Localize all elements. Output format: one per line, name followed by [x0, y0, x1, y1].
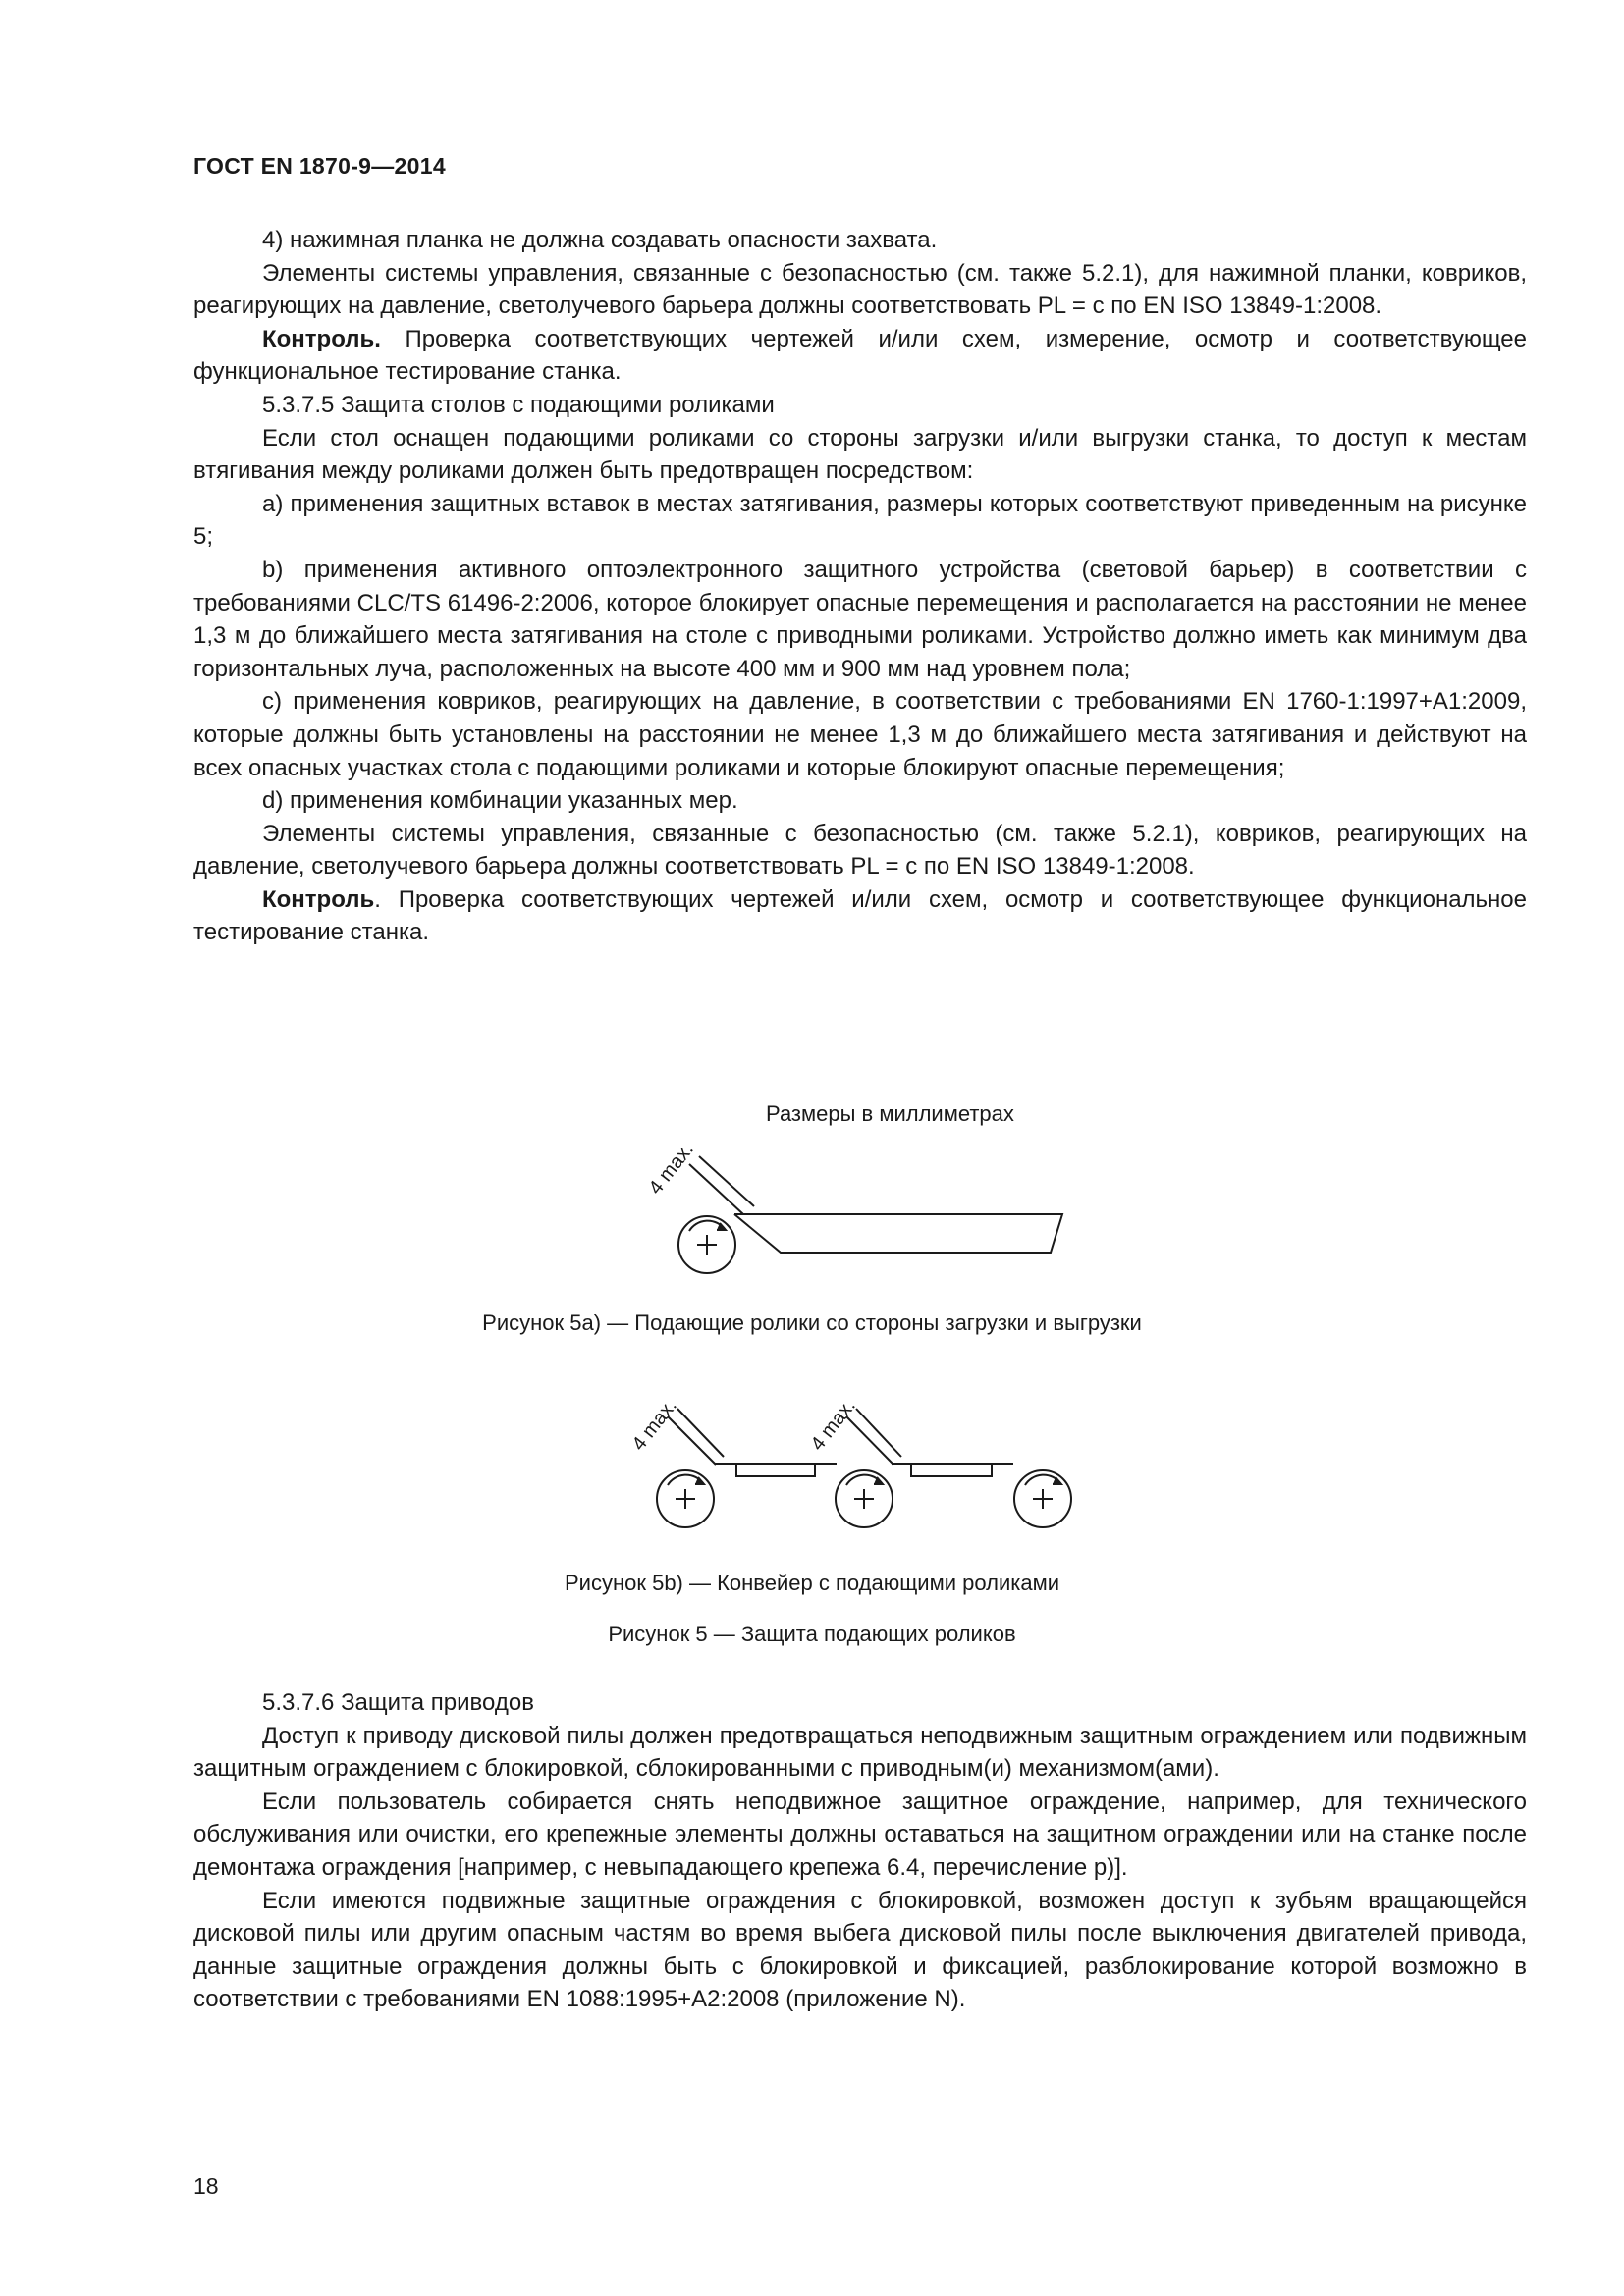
caption-figure-5b: Рисунок 5b) — Конвейер с подающими роликами	[565, 1571, 1059, 1595]
insert-block	[736, 1464, 815, 1476]
paragraph: 4) нажимная планка не должна создавать опасности захвата.	[262, 227, 938, 253]
section-heading: 5.3.7.6 Защита приводов	[262, 1689, 534, 1716]
paragraph: Контроль. Проверка соответствующих чертежей и/или схем, измерение, осмотр и соответствующее функциональное тестирование станка.	[193, 325, 1527, 386]
list-item: c) применения ковриков, реагирующих на давление, в соответствии с требованиями EN 1760-1:1997+A1:2009, которые должны быть установлены на расстоянии не менее 1,3 м до ближайшего места затягивания и действуют на всех опасных участках стола с подающими роликами и которые блокируют опасные перемещения;	[193, 688, 1527, 781]
control-label: Контроль	[262, 885, 375, 913]
paragraph: Доступ к приводу дисковой пилы должен предотвращаться неподвижным защитным ограждением или подвижным защитным ограждением с блокировкой, сблокированными с приводным(и) механизмом(ами).	[193, 1722, 1527, 1783]
paragraph: Элементы системы управления, связанные с безопасностью (см. также 5.2.1), ковриков, реагирующих на давление, светолучевого барьера должны соответствовать PL = c по EN ISO 13849-1:2008.	[193, 820, 1527, 881]
page-number: 18	[193, 2173, 219, 2199]
paragraph: Если стол оснащен подающими роликами со стороны загрузки и/или выгрузки станка, то доступ к местам втягивания между роликами должен быть предотвращен посредством:	[193, 424, 1527, 485]
text-block-top	[193, 224, 1527, 949]
figure-5a-drawing	[0, 1129, 1624, 1296]
caption-figure-5a: Рисунок 5а) — Подающие ролики со стороны загрузки и выгрузки	[482, 1310, 1142, 1335]
section-heading: 5.3.7.5 Защита столов с подающими роликами	[262, 391, 775, 418]
caption-figure-5: Рисунок 5 — Защита подающих роликов	[608, 1622, 1016, 1646]
paragraph: Элементы системы управления, связанные с безопасностью (см. также 5.2.1), для нажимной планки, ковриков, реагирующих на давление, светолучевого барьера должны соответствовать PL = c по EN ISO 13849-1:2008.	[193, 259, 1527, 320]
dimensions-note: Размеры в миллиметрах	[766, 1101, 1014, 1126]
control-label: Контроль.	[262, 325, 381, 352]
dim-label-a: 4 max.	[644, 1139, 698, 1200]
protective-insert	[734, 1214, 1062, 1253]
list-item: d) применения комбинации указанных мер.	[262, 787, 738, 815]
text-block-bottom	[193, 1686, 1527, 2016]
paragraph: Если пользователь собирается снять неподвижное защитное ограждение, например, для технического обслуживания или очистки, его крепежные элементы должны оставаться на защитном ограждении или на станке после демонтажа ограждения [например, с невыпадающего крепежа 6.4, перечисление р)].	[193, 1788, 1527, 1881]
insert-block	[911, 1464, 992, 1476]
document-header: ГОСТ EN 1870-9—2014	[193, 153, 446, 179]
figure-5b-drawing	[0, 1379, 1624, 1546]
dim-label-b2: 4 max.	[806, 1395, 860, 1456]
dim-label-b1: 4 max.	[627, 1395, 681, 1456]
paragraph: Контроль. Проверка соответствующих чертежей и/или схем, осмотр и соответствующее функциональное тестирование станка.	[193, 885, 1527, 946]
paragraph: Если имеются подвижные защитные ограждения с блокировкой, возможен доступ к зубьям вращающейся дисковой пилы или другим опасным частям во время выбега дисковой пилы после выключения двигателей привода, данные защитные ограждения должны быть с блокировкой и фиксацией, разблокирование которой возможно в соответствии с требованиями EN 1088:1995+A2:2008 (приложение N).	[193, 1887, 1527, 2013]
list-item: а) применения защитных вставок в местах затягивания, размеры которых соответствуют приведенным на рисунке 5;	[193, 490, 1527, 551]
list-item: b) применения активного оптоэлектронного защитного устройства (световой барьер) в соответствии с требованиями CLC/TS 61496-2:2006, которое блокирует опасные перемещения и располагается на расстоянии не менее 1,3 м до ближайшего места затягивания на столе с приводными роликами. Устройство должно иметь как минимум два горизонтальных луча, расположенных на высоте 400 мм и 900 мм над уровнем пола;	[193, 556, 1527, 682]
